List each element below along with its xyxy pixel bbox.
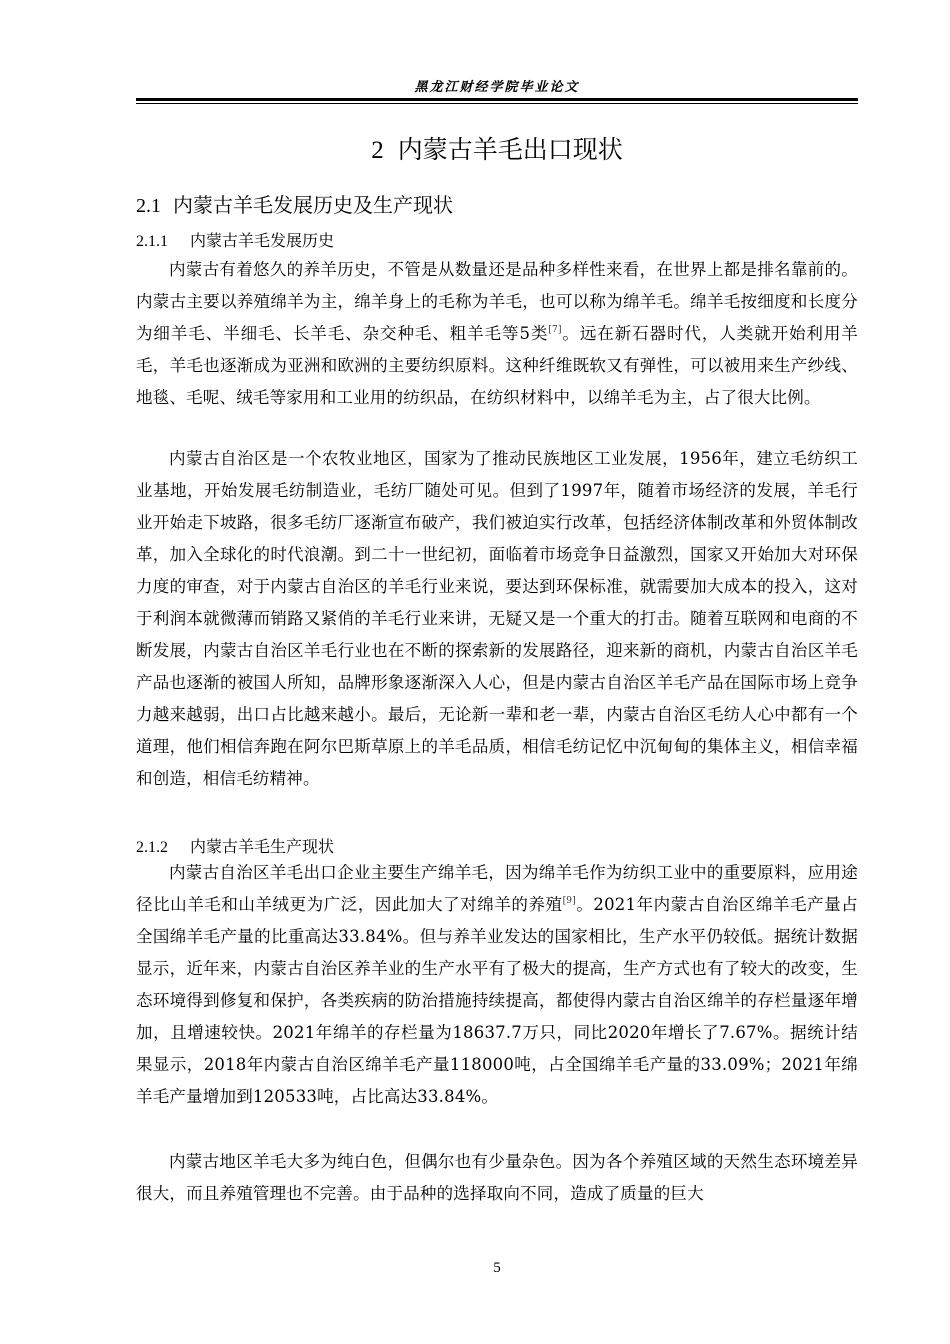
citation-ref: [9] xyxy=(562,896,576,906)
chapter-number: 2 xyxy=(371,137,384,164)
paragraph-wool-history xyxy=(136,254,858,414)
section-number: 2.1 xyxy=(136,195,161,217)
section-title: 内蒙古羊毛发展历史及生产现状 xyxy=(173,193,453,217)
section-heading-2-1 xyxy=(136,189,453,218)
citation-ref: [7] xyxy=(548,325,562,335)
header-rule-thick xyxy=(136,98,858,101)
running-header: 黑龙江财经学院毕业论文 xyxy=(414,80,580,95)
subsection-number: 2.1.1 xyxy=(136,233,168,250)
paragraph-industry-development: 内蒙古自治区是一个农牧业地区，国家为了推动民族地区工业发展，1956年，建立毛纺织工业基地，开始发展毛纺制造业，毛纺厂随处可见。但到了1997年，随着市场经济的发展，羊毛行业开始走下坡路，很多毛纺厂逐渐宣布破产，我们被迫实行改革，包括经济体制改革和外贸体制改革，加入全球化的时代浪潮。到二十一世纪初，面临着市场竞争日益激烈，国家又开始加大对环保力度的审查，对于内蒙古自治区的羊毛行业来说，要达到环保标准，就需要加大成本的投入，这对于利润本就微薄而销路又紧俏的羊毛行业来讲，无疑又是一个重大的打击。随着互联网和电商的不断发展，内蒙古自治区羊毛行业也在不断的探索新的发展路径，迎来新的商机，内蒙古自治区羊毛产品也逐渐的被国人所知，品牌形象逐渐深入人心，但是内蒙古自治区羊毛产品在国际市场上竞争力越来越弱，出口占比越来越小。最后，无论新一辈和老一辈，内蒙古自治区毛纺人心中都有一个道理，他们相信奔跑在阿尔巴斯草原上的羊毛品质，相信毛纺记忆中沉甸甸的集体主义，相信幸福和创造，相信毛纺精神。 xyxy=(136,449,858,788)
subsection-heading-2-1-1 xyxy=(136,228,334,251)
paragraph-text: 内蒙古有着悠久的养羊历史，不管是从数量还是品种多样性来看，在世界上都是排名靠前的。内蒙古主要以养殖绵羊为主，绵羊身上的毛称为羊毛，也可以称为绵羊毛。绵羊毛按细度和长度分为细羊毛、半细毛、长羊毛、杂交种毛、粗羊毛等5类 xyxy=(136,260,858,343)
chapter-heading xyxy=(136,130,858,166)
subsection-heading-2-1-2 xyxy=(136,834,334,857)
chapter-title: 内蒙古羊毛出口现状 xyxy=(397,135,623,164)
page-number: 5 xyxy=(493,1260,501,1276)
subsection-title: 内蒙古羊毛发展历史 xyxy=(190,231,335,250)
paragraph-wool-color: 内蒙古地区羊毛大多为纯白色，但偶尔也有少量杂色。因为各个养殖区域的天然生态环境差异很大，而且养殖管理也不完善。由于品种的选择取向不同，造成了质量的巨大 xyxy=(136,1152,858,1203)
paragraph-production-status xyxy=(136,857,858,1113)
subsection-number: 2.1.2 xyxy=(136,839,168,856)
header-rule-thin xyxy=(136,103,858,104)
paragraph-text: 。2021年内蒙古自治区绵羊毛产量占全国绵羊毛产量的比重高达33.84%。但与养羊业发达的国家相比，生产水平仍较低。据统计数据显示，近年来，内蒙古自治区养羊业的生产水平有了极大的提高，生产方式也有了较大的改变，生态环境得到修复和保护，各类疾病的防治措施持续提高，都使得内蒙古自治区绵羊的存栏量逐年增加，且增速较快。2021年绵羊的存栏量为18637.7万只，同比2020年增长了7.67%。据统计结果显示，2018年内蒙古自治区绵羊毛产量118000吨，占全国绵羊毛产量的33.09%；2021年绵羊毛产量增加到120533吨，占比高达33.84%。 xyxy=(136,895,858,1106)
paragraph-text: 。远在新石器时代，人类就开始利用羊毛，羊毛也逐渐成为亚洲和欧洲的主要纺织原料。这种纤维既软又有弹性，可以被用来生产纱线、地毯、毛呢、绒毛等家用和工业用的纺织品，在纺织材料中，以绵羊毛为主，占了很大比例。 xyxy=(136,324,858,407)
subsection-title: 内蒙古羊毛生产现状 xyxy=(190,837,335,856)
paragraph-text: 内蒙古自治区羊毛出口企业主要生产绵羊毛，因为绵羊毛作为纺织工业中的重要原料，应用途径比山羊毛和山羊绒更为广泛，因此加大了对绵羊的养殖 xyxy=(136,863,858,914)
